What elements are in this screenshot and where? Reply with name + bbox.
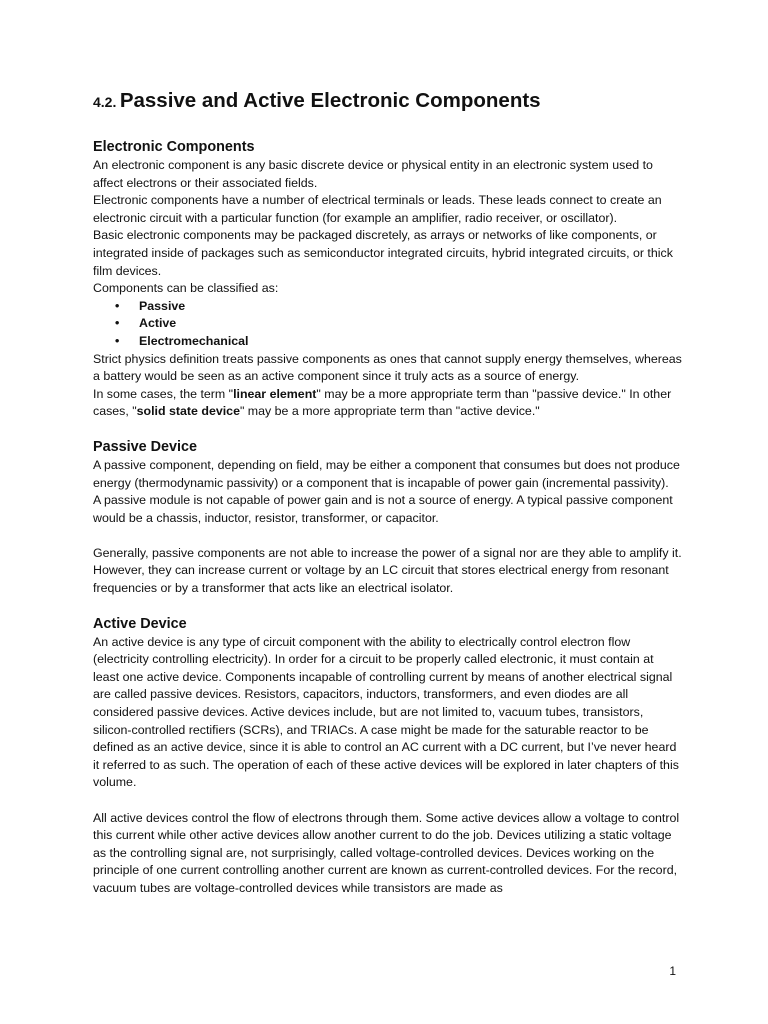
paragraph: An electronic component is any basic discrete device or physical entity in an electronic system used to affect electrons or their associated fields.	[93, 158, 653, 190]
paragraph: Components can be classified as:	[93, 281, 279, 296]
bullet-icon: •	[115, 298, 120, 313]
list-item	[93, 315, 683, 333]
paragraph-spacer	[93, 527, 683, 545]
electronic-components-heading: Electronic Components	[93, 139, 255, 155]
text-run: In some cases, the term "	[93, 386, 234, 401]
electronic-components-section	[93, 138, 683, 421]
active-device-heading: Active Device	[93, 615, 187, 632]
list-item-label: Active	[139, 316, 177, 331]
paragraph: Strict physics definition treats passive components as ones that cannot supply energy themselves, whereas a battery would be seen as an active component since it truly acts as a source of energy.	[93, 351, 682, 384]
paragraph: An active device is any type of circuit component with the ability to electrically control electron flow (electricity controlling electricity). In order for a circuit to be properly called electronic, it must contain at least one active device. Components incapable of controlling current by means of another electrical signal are called passive devices. Resistors, capacitors, inductors, transformers, and even diodes are all considered passive devices. Active devices include, but are not limited to, vacuum tubes, transistors, silicon-controlled rectifiers (SCRs), and TRIACs. A case might be made for the saturable reactor to be defined as an active device, since it is able to control an AC current with a DC current, but I’ve never heard it referred to as such. The operation of each of these active devices will be explored in later chapters of this volume.	[93, 634, 679, 790]
section-title: Passive and Active Electronic Components	[119, 89, 541, 112]
text-run: " may be a more appropriate term than "active device."	[239, 404, 540, 419]
component-classes-list	[93, 298, 683, 351]
paragraph: Electronic components have a number of electrical terminals or leads. These leads connect to create an electronic circuit with a particular function (for example an amplifier, radio receiver, or oscillator).	[93, 193, 662, 225]
paragraph: Basic electronic components may be packaged discretely, as arrays or networks of like components, or integrated inside of packages such as semiconductor integrated circuits, hybrid integrated circuits, or thick film devices.	[93, 228, 673, 278]
page-number: 1	[669, 964, 676, 978]
list-item-label: Electromechanical	[139, 333, 249, 348]
passive-device-heading: Passive Device	[93, 438, 198, 455]
bold-term-solid-state-device: solid state device	[136, 404, 240, 419]
paragraph: A passive component, depending on field, may be either a component that consumes but does not produce energy (thermodynamic passivity) or a component that is incapable of power gain (incremental passivity).	[93, 457, 680, 490]
active-device-section	[93, 615, 683, 898]
bullet-icon: •	[115, 316, 120, 331]
text-run: " may be a more appropriate term than "passive device." In other cases, "	[93, 386, 672, 419]
list-item-label: Passive	[139, 298, 186, 313]
paragraph: Generally, passive components are not able to increase the power of a signal nor are they able to amplify it. However, they can increase current or voltage by an LC circuit that stores electrical energy from resonant frequencies or by a transformer that acts like an electrical isolator.	[93, 545, 682, 596]
list-item	[93, 298, 683, 316]
page-content	[93, 86, 683, 915]
paragraph: A passive module is not capable of power gain and is not a source of energy. A typical passive component would be a chassis, inductor, resistor, transformer, or capacitor.	[93, 493, 673, 525]
paragraph-terms	[93, 386, 683, 421]
section-number: 4.2.	[93, 94, 117, 110]
paragraph-spacer	[93, 792, 683, 810]
bullet-icon: •	[115, 333, 120, 348]
paragraph: All active devices control the flow of electrons through them. Some active devices allow a voltage to control this current while other active devices allow another current to do the job. Devices utilizing a static voltage as the controlling signal are, not surprisingly, called voltage-controlled devices. Devices working on the principle of one current controlling another current are known as current-controlled devices. For the record, vacuum tubes are voltage-controlled devices while transistors are made as	[93, 810, 680, 895]
page-title	[93, 86, 683, 118]
passive-device-section	[93, 438, 683, 598]
bold-term-linear-element: linear element	[233, 386, 317, 401]
list-item	[93, 333, 683, 351]
